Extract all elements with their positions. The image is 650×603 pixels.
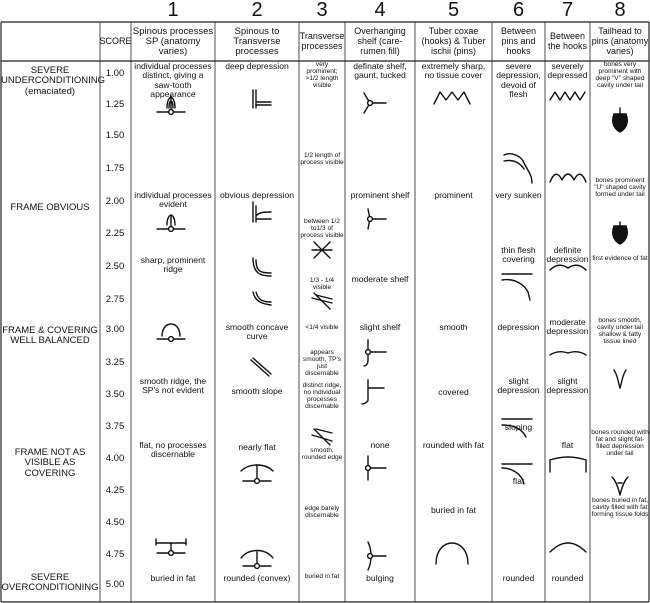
cell-text: bones prominent "U" shaped cavity formed under tail [594, 177, 646, 198]
score-value: 4.50 [105, 517, 125, 528]
score-value: 3.00 [105, 324, 125, 335]
cell-text: edge barely discernable [304, 505, 340, 519]
cell-text: 1/3 - 1/4 visible [309, 277, 335, 291]
column-header-5: Tuber coxae (hooks) & Tuber ischii (pins) [421, 26, 486, 56]
cell-text: rounded with fat [422, 440, 485, 450]
hooks-flat-icon [550, 457, 586, 472]
cell-text: severe depression, devoid of flesh [496, 61, 541, 99]
hooks-slight-depression-icon [550, 352, 586, 355]
score-value: 4.25 [105, 485, 125, 496]
column-header-3: Transverse processes [299, 31, 345, 51]
column-header-6: Between pins and hooks [500, 26, 537, 56]
score-value: 4.75 [105, 549, 125, 560]
cell-text: individual processes distinct, giving a saw-tooth appearance [134, 61, 212, 99]
cell-text: bones smooth, cavity under tail shallow & fatty tissue lined [597, 317, 643, 345]
cell-text: rounded [551, 573, 584, 583]
column-number-4: 4 [374, 0, 386, 21]
cell-text: none [370, 440, 390, 450]
cell-text: very prominent; >1/2 length visible [305, 61, 339, 89]
column-number-5: 5 [447, 0, 460, 21]
cell-text: buried in fat [150, 573, 196, 583]
shelf-slight-icon [364, 340, 386, 366]
transverse-flat-icon [241, 465, 273, 483]
column-number-1: 1 [167, 0, 179, 21]
shelf-none-icon [366, 456, 386, 480]
cell-text: flat [561, 440, 574, 450]
spinous-rounded-icon [157, 324, 185, 341]
cell-text: individual processes evident [134, 190, 212, 210]
column-number-3: 3 [316, 0, 328, 21]
shelf-moderate-icon [362, 380, 384, 404]
tailhead-v-icon [613, 108, 628, 132]
column-number-8: 8 [614, 0, 626, 21]
cell-text: rounded (convex) [223, 573, 291, 583]
shelf-bulging-icon [368, 542, 386, 570]
cell-text: prominent [434, 190, 473, 200]
column-number-6: 6 [512, 0, 525, 21]
column-header-1: Spinous processes SP (anatomy varies) [132, 25, 214, 58]
category-balanced: FRAME & COVERING WELL BALANCED [2, 325, 98, 347]
category-severe-over: SEVERE OVERCONDITIONING [1, 572, 99, 594]
category-severe-under: SEVERE UNDERCONDITIONING (emaciated) [1, 65, 105, 97]
score-value: 3.50 [105, 389, 125, 400]
cell-text: smooth [439, 322, 468, 332]
column-number-7: 7 [561, 0, 574, 21]
cell-text: thin flesh covering [501, 245, 536, 265]
transverse-slope-icon [251, 358, 271, 376]
score-value: 3.25 [105, 357, 125, 368]
cell-text: buried in fat [431, 505, 476, 515]
hooks-buried-icon [436, 543, 468, 564]
tailhead-rounded-icon [612, 477, 628, 495]
tailhead-u-icon [613, 222, 628, 244]
cell-text: slight depression [546, 376, 589, 396]
cell-text: definate shelf, gaunt, tucked [353, 61, 407, 81]
cell-text: definite depression [546, 245, 589, 265]
cell-text: smooth concave curve [225, 322, 289, 342]
hooks-sharp-icon [434, 92, 470, 104]
tp-smooth-icon [312, 429, 332, 445]
cell-text: smooth ridge, the SP's not evident [139, 376, 207, 396]
tailhead-shallow-icon [614, 370, 626, 388]
score-value: 1.50 [105, 130, 125, 141]
score-value: 2.75 [105, 294, 125, 305]
score-value: 2.50 [105, 261, 125, 272]
cell-text: distinct ridge, no individual processes discernable [302, 382, 342, 410]
cell-text: covered [438, 387, 469, 397]
pins-sunken-icon [502, 274, 532, 300]
score-value: 4.00 [105, 453, 125, 464]
column-header-8: Tailhead to pins (anatomy varies) [591, 26, 649, 56]
cell-text: severely depressed [547, 61, 588, 81]
cell-text: prominent shelf [350, 190, 410, 200]
cell-text: bulging [366, 573, 394, 583]
cell-text: sharp, prominent ridge [140, 255, 206, 275]
cell-text: between 1/2 to1/3 of process visible [300, 218, 344, 239]
cell-text: 1/2 length of process visible [300, 152, 344, 166]
column-header-7: Between the hooks [547, 31, 588, 51]
score-value: 1.00 [105, 68, 125, 79]
cell-text: moderate depression [546, 317, 589, 337]
score-value: 1.25 [105, 99, 125, 110]
cell-text: rounded [502, 573, 535, 583]
cell-text: sloping [504, 422, 533, 432]
score-value: 2.00 [105, 196, 125, 207]
score-header: SCORE [99, 36, 132, 47]
cell-text: very sunken [495, 190, 542, 200]
cell-text: depression [497, 322, 540, 332]
score-value: 1.75 [105, 163, 125, 174]
spinous-evident-icon [157, 215, 185, 231]
column-number-2: 2 [251, 0, 263, 21]
column-header-4: Overhanging shelf (care-rumen fill) [354, 26, 406, 56]
score-value: 5.00 [105, 579, 125, 590]
transverse-deep-icon [253, 90, 271, 108]
hooks-rounded-icon [550, 543, 586, 552]
shelf-prominent-icon [368, 209, 386, 229]
shelf-gaunt-icon [364, 93, 386, 113]
cell-text: <1/4 visible [305, 324, 339, 331]
transverse-concave-icon-b [253, 292, 271, 305]
score-value: 2.25 [105, 228, 125, 239]
cell-text: flat [512, 476, 525, 486]
score-value: 3.75 [105, 421, 125, 432]
cell-text: deep depression [225, 61, 289, 71]
transverse-convex-icon [241, 551, 273, 569]
hooks-definite-depression-icon [550, 174, 586, 182]
transverse-obvious-icon [253, 202, 271, 222]
cell-text: first evidence of fat [592, 255, 648, 262]
tp-third-icon [312, 293, 332, 309]
column-header-2: Spinous to Transverse processes [233, 25, 281, 58]
cell-text: obvious depression [219, 190, 295, 200]
tp-half-icon [312, 242, 332, 258]
hooks-severe-depression-icon [550, 92, 585, 100]
category-frame-obvious: FRAME OBVIOUS [10, 202, 90, 213]
cell-text: moderate shelf [351, 274, 409, 284]
cell-text: appears smooth, TP's just discernable [302, 349, 342, 377]
transverse-concave-icon-a [253, 258, 271, 276]
pins-severe-icon [504, 154, 532, 183]
cell-text: nearly flat [238, 442, 276, 452]
cell-text: flat, no processes discernable [139, 440, 207, 460]
cell-text: buried in fat [304, 573, 340, 580]
cell-text: slight shelf [359, 322, 401, 332]
cell-text: bones very prominent with deep "V" shaped cavity under tail [595, 61, 645, 89]
cell-text: bones rounded with fat and slight fat-filled depression under tail [591, 429, 649, 457]
cell-text: smooth, rounded edge [301, 447, 343, 461]
category-frame-not-visible: FRAME NOT AS VISIBLE AS COVERING [14, 447, 86, 479]
cell-text: bones buried in fat, cavity filled with fat forming tissue folds [591, 497, 649, 518]
cell-text: smooth slope [231, 386, 283, 396]
cell-text: extremely sharp, no tissue cover [421, 61, 486, 81]
spinous-buried-icon [156, 539, 186, 555]
cell-text: slight depression [497, 376, 540, 396]
